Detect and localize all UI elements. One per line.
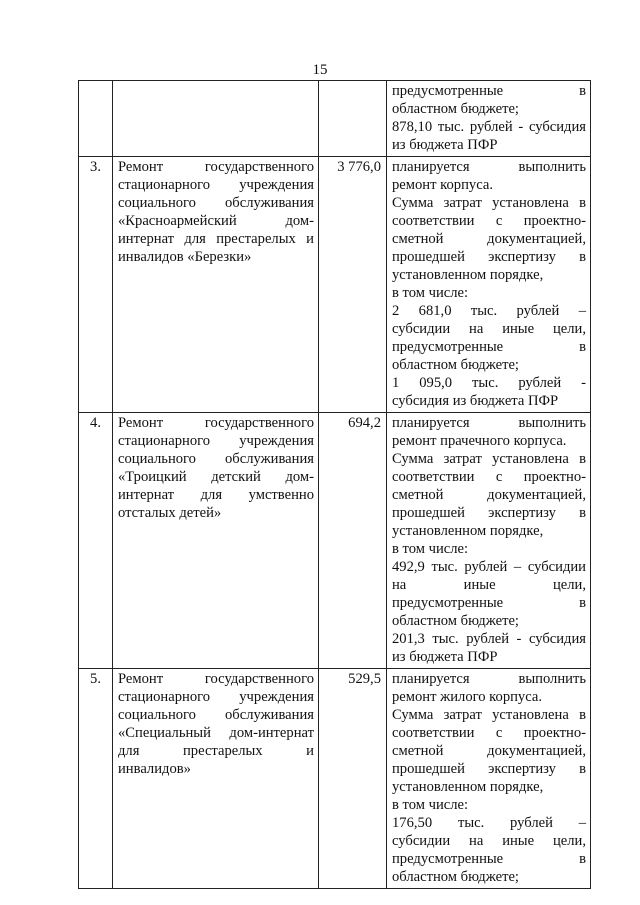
- notes-cell: [387, 669, 591, 889]
- facility-name-line: отсталых детей»: [118, 505, 222, 521]
- notes-line: планируется выполнить: [392, 159, 586, 175]
- notes-line: планируется выполнить: [392, 415, 586, 431]
- facility-name-line: «Специальный дом-интернат: [118, 725, 314, 741]
- table-row: [79, 157, 591, 413]
- facility-name-cell: [113, 413, 319, 669]
- notes-line: 201,3 тыс. рублей - субсидия: [392, 631, 586, 647]
- notes-line: предусмотренные в: [392, 83, 586, 99]
- facility-name-cell: [113, 157, 319, 413]
- facility-name-line: Ремонт государственного: [118, 159, 314, 175]
- notes-line: 492,9 тыс. рублей – субсидии: [392, 559, 586, 575]
- row-number: [79, 81, 113, 157]
- table-row: [79, 669, 591, 889]
- notes-line: прошедшей экспертизу в: [392, 505, 586, 521]
- notes-line: планируется выполнить: [392, 671, 586, 687]
- notes-line: областном бюджете;: [392, 101, 519, 117]
- facility-name-line: социального обслуживания: [118, 195, 314, 211]
- notes-line: сметной документацией,: [392, 487, 586, 503]
- notes-line: соответствии с проектно-: [392, 213, 586, 229]
- notes-line: прошедшей экспертизу в: [392, 761, 586, 777]
- notes-line: областном бюджете;: [392, 613, 519, 629]
- amount-cell: 529,5: [319, 669, 387, 889]
- notes-line: субсидия из бюджета ПФР: [392, 393, 559, 409]
- notes-line: в том числе:: [392, 541, 469, 557]
- table-row: [79, 413, 591, 669]
- facility-name-line: «Троицкий детский дом-: [118, 469, 314, 485]
- notes-line: 878,10 тыс. рублей - субсидия: [392, 119, 586, 135]
- notes-line: ремонт прачечного корпуса.: [392, 433, 567, 449]
- row-number: 3.: [79, 157, 113, 413]
- notes-line: сметной документацией,: [392, 743, 586, 759]
- notes-line: Сумма затрат установлена в: [392, 195, 586, 211]
- notes-line: 2 681,0 тыс. рублей –: [392, 303, 586, 319]
- notes-line: областном бюджете;: [392, 357, 519, 373]
- amount-cell: 3 776,0: [319, 157, 387, 413]
- facility-name-line: стационарного учреждения: [118, 177, 314, 193]
- notes-line: из бюджета ПФР: [392, 137, 498, 153]
- amount-cell: [319, 81, 387, 157]
- notes-line: ремонт корпуса.: [392, 177, 493, 193]
- notes-line: ремонт жилого корпуса.: [392, 689, 543, 705]
- facility-name-line: «Красноармейский дом-: [118, 213, 314, 229]
- facility-name-line: Ремонт государственного: [118, 415, 314, 431]
- amount-cell: 694,2: [319, 413, 387, 669]
- notes-line: Сумма затрат установлена в: [392, 707, 586, 723]
- notes-line: предусмотренные в: [392, 595, 586, 611]
- notes-line: субсидии на иные цели,: [392, 321, 586, 337]
- notes-line: установленном порядке,: [392, 267, 544, 283]
- facility-name-line: для престарелых и: [118, 743, 314, 759]
- notes-line: областном бюджете;: [392, 869, 519, 885]
- notes-line: предусмотренные в: [392, 339, 586, 355]
- facility-name-line: стационарного учреждения: [118, 433, 314, 449]
- row-number: 5.: [79, 669, 113, 889]
- facility-name-line: Ремонт государственного: [118, 671, 314, 687]
- facility-name-line: инвалидов «Березки»: [118, 249, 252, 265]
- notes-line: прошедшей экспертизу в: [392, 249, 586, 265]
- work-plan-table: [78, 80, 591, 889]
- facility-name-line: стационарного учреждения: [118, 689, 314, 705]
- notes-line: установленном порядке,: [392, 523, 544, 539]
- facility-name-line: социального обслуживания: [118, 451, 314, 467]
- notes-line: Сумма затрат установлена в: [392, 451, 586, 467]
- notes-line: предусмотренные в: [392, 851, 586, 867]
- facility-name-line: интернат для умственно: [118, 487, 314, 503]
- facility-name-cell: [113, 81, 319, 157]
- row-number: 4.: [79, 413, 113, 669]
- facility-name-line: интернат для престарелых и: [118, 231, 314, 247]
- facility-name-line: социального обслуживания: [118, 707, 314, 723]
- notes-line: из бюджета ПФР: [392, 649, 498, 665]
- notes-line: соответствии с проектно-: [392, 469, 586, 485]
- notes-line: в том числе:: [392, 285, 469, 301]
- notes-line: субсидии на иные цели,: [392, 833, 586, 849]
- facility-name-line: инвалидов»: [118, 761, 191, 777]
- notes-line: в том числе:: [392, 797, 469, 813]
- table-row: [79, 81, 591, 157]
- facility-name-cell: [113, 669, 319, 889]
- notes-line: 176,50 тыс. рублей –: [392, 815, 586, 831]
- notes-line: на иные цели,: [392, 577, 586, 593]
- notes-cell: [387, 413, 591, 669]
- notes-cell: [387, 81, 591, 157]
- notes-line: 1 095,0 тыс. рублей -: [392, 375, 586, 391]
- notes-line: соответствии с проектно-: [392, 725, 586, 741]
- notes-line: установленном порядке,: [392, 779, 544, 795]
- page-number: 15: [312, 62, 328, 78]
- notes-line: сметной документацией,: [392, 231, 586, 247]
- notes-cell: [387, 157, 591, 413]
